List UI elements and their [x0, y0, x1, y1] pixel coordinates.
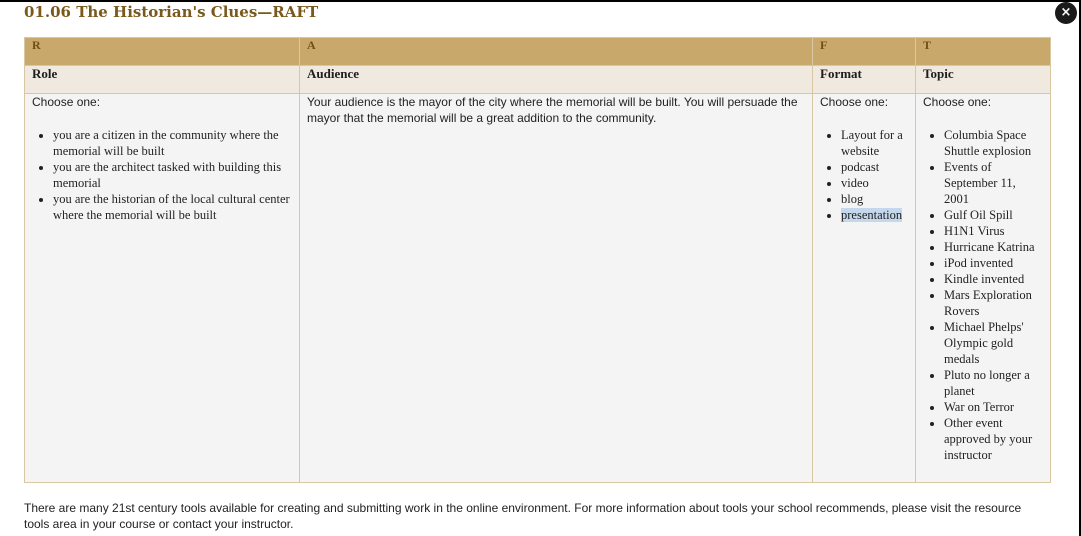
role-cell: [25, 94, 300, 483]
letter-t: T: [916, 38, 1051, 66]
topic-item: • Kindle invented: [944, 271, 1043, 287]
topic-cell: [916, 94, 1051, 483]
content-row: [25, 94, 1051, 483]
close-icon[interactable]: ×: [1055, 2, 1077, 24]
topic-item: • iPod invented: [944, 255, 1043, 271]
topic-item: • Hurricane Katrina: [944, 239, 1043, 255]
topic-item: • Mars Exploration Rovers: [944, 287, 1043, 319]
page-title: 01.06 The Historian's Clues—RAFT: [24, 3, 319, 21]
role-intro: Choose one:: [32, 95, 101, 109]
format-header: Format: [813, 66, 916, 94]
topic-item: • Columbia Space Shuttle explosion: [944, 127, 1043, 159]
topic-item: • Michael Phelps' Olympic gold medals: [944, 319, 1043, 367]
letter-a: A: [300, 38, 813, 66]
format-item: • video: [841, 175, 908, 191]
format-list: [820, 127, 908, 223]
format-item: • podcast: [841, 159, 908, 175]
format-item-selected: [841, 207, 908, 223]
audience-cell: [300, 94, 813, 483]
topic-header: Topic: [916, 66, 1051, 94]
topic-item: • H1N1 Virus: [944, 223, 1043, 239]
letter-f: F: [813, 38, 916, 66]
topic-list: [923, 127, 1043, 463]
letter-r: R: [25, 38, 300, 66]
role-item: • you are a citizen in the community where the memorial will be built: [53, 127, 292, 159]
topic-item: • Pluto no longer a planet: [944, 367, 1043, 399]
audience-header: Audience: [300, 66, 813, 94]
role-list: [32, 127, 292, 223]
selected-text[interactable]: presentation: [841, 208, 903, 222]
topic-item: • Gulf Oil Spill: [944, 207, 1043, 223]
role-item: • you are the historian of the local cultural center where the memorial will be built: [53, 191, 292, 223]
audience-text: Your audience is the mayor of the city where the memorial will be built. You will persuade the mayor that the memorial will be a great addition to the community.: [307, 95, 798, 125]
topic-item: • Other event approved by your instructor: [944, 415, 1043, 463]
topic-item: • Events of September 11, 2001: [944, 159, 1043, 207]
format-item: • Layout for a website: [841, 127, 908, 159]
format-intro: Choose one:: [820, 95, 889, 109]
topic-intro: Choose one:: [923, 95, 992, 109]
letter-row: [25, 38, 1051, 66]
topic-item: • War on Terror: [944, 399, 1043, 415]
header-row: [25, 66, 1051, 94]
footer-note: There are many 21st century tools available for creating and submitting work in the online environment. For more information about tools your school recommends, please visit the resource tools area in your course or contact your instructor.: [24, 501, 1022, 531]
role-header: Role: [25, 66, 300, 94]
format-cell: [813, 94, 916, 483]
role-item: • you are the architect tasked with building this memorial: [53, 159, 292, 191]
format-item: • blog: [841, 191, 908, 207]
raft-table: [24, 37, 1051, 483]
